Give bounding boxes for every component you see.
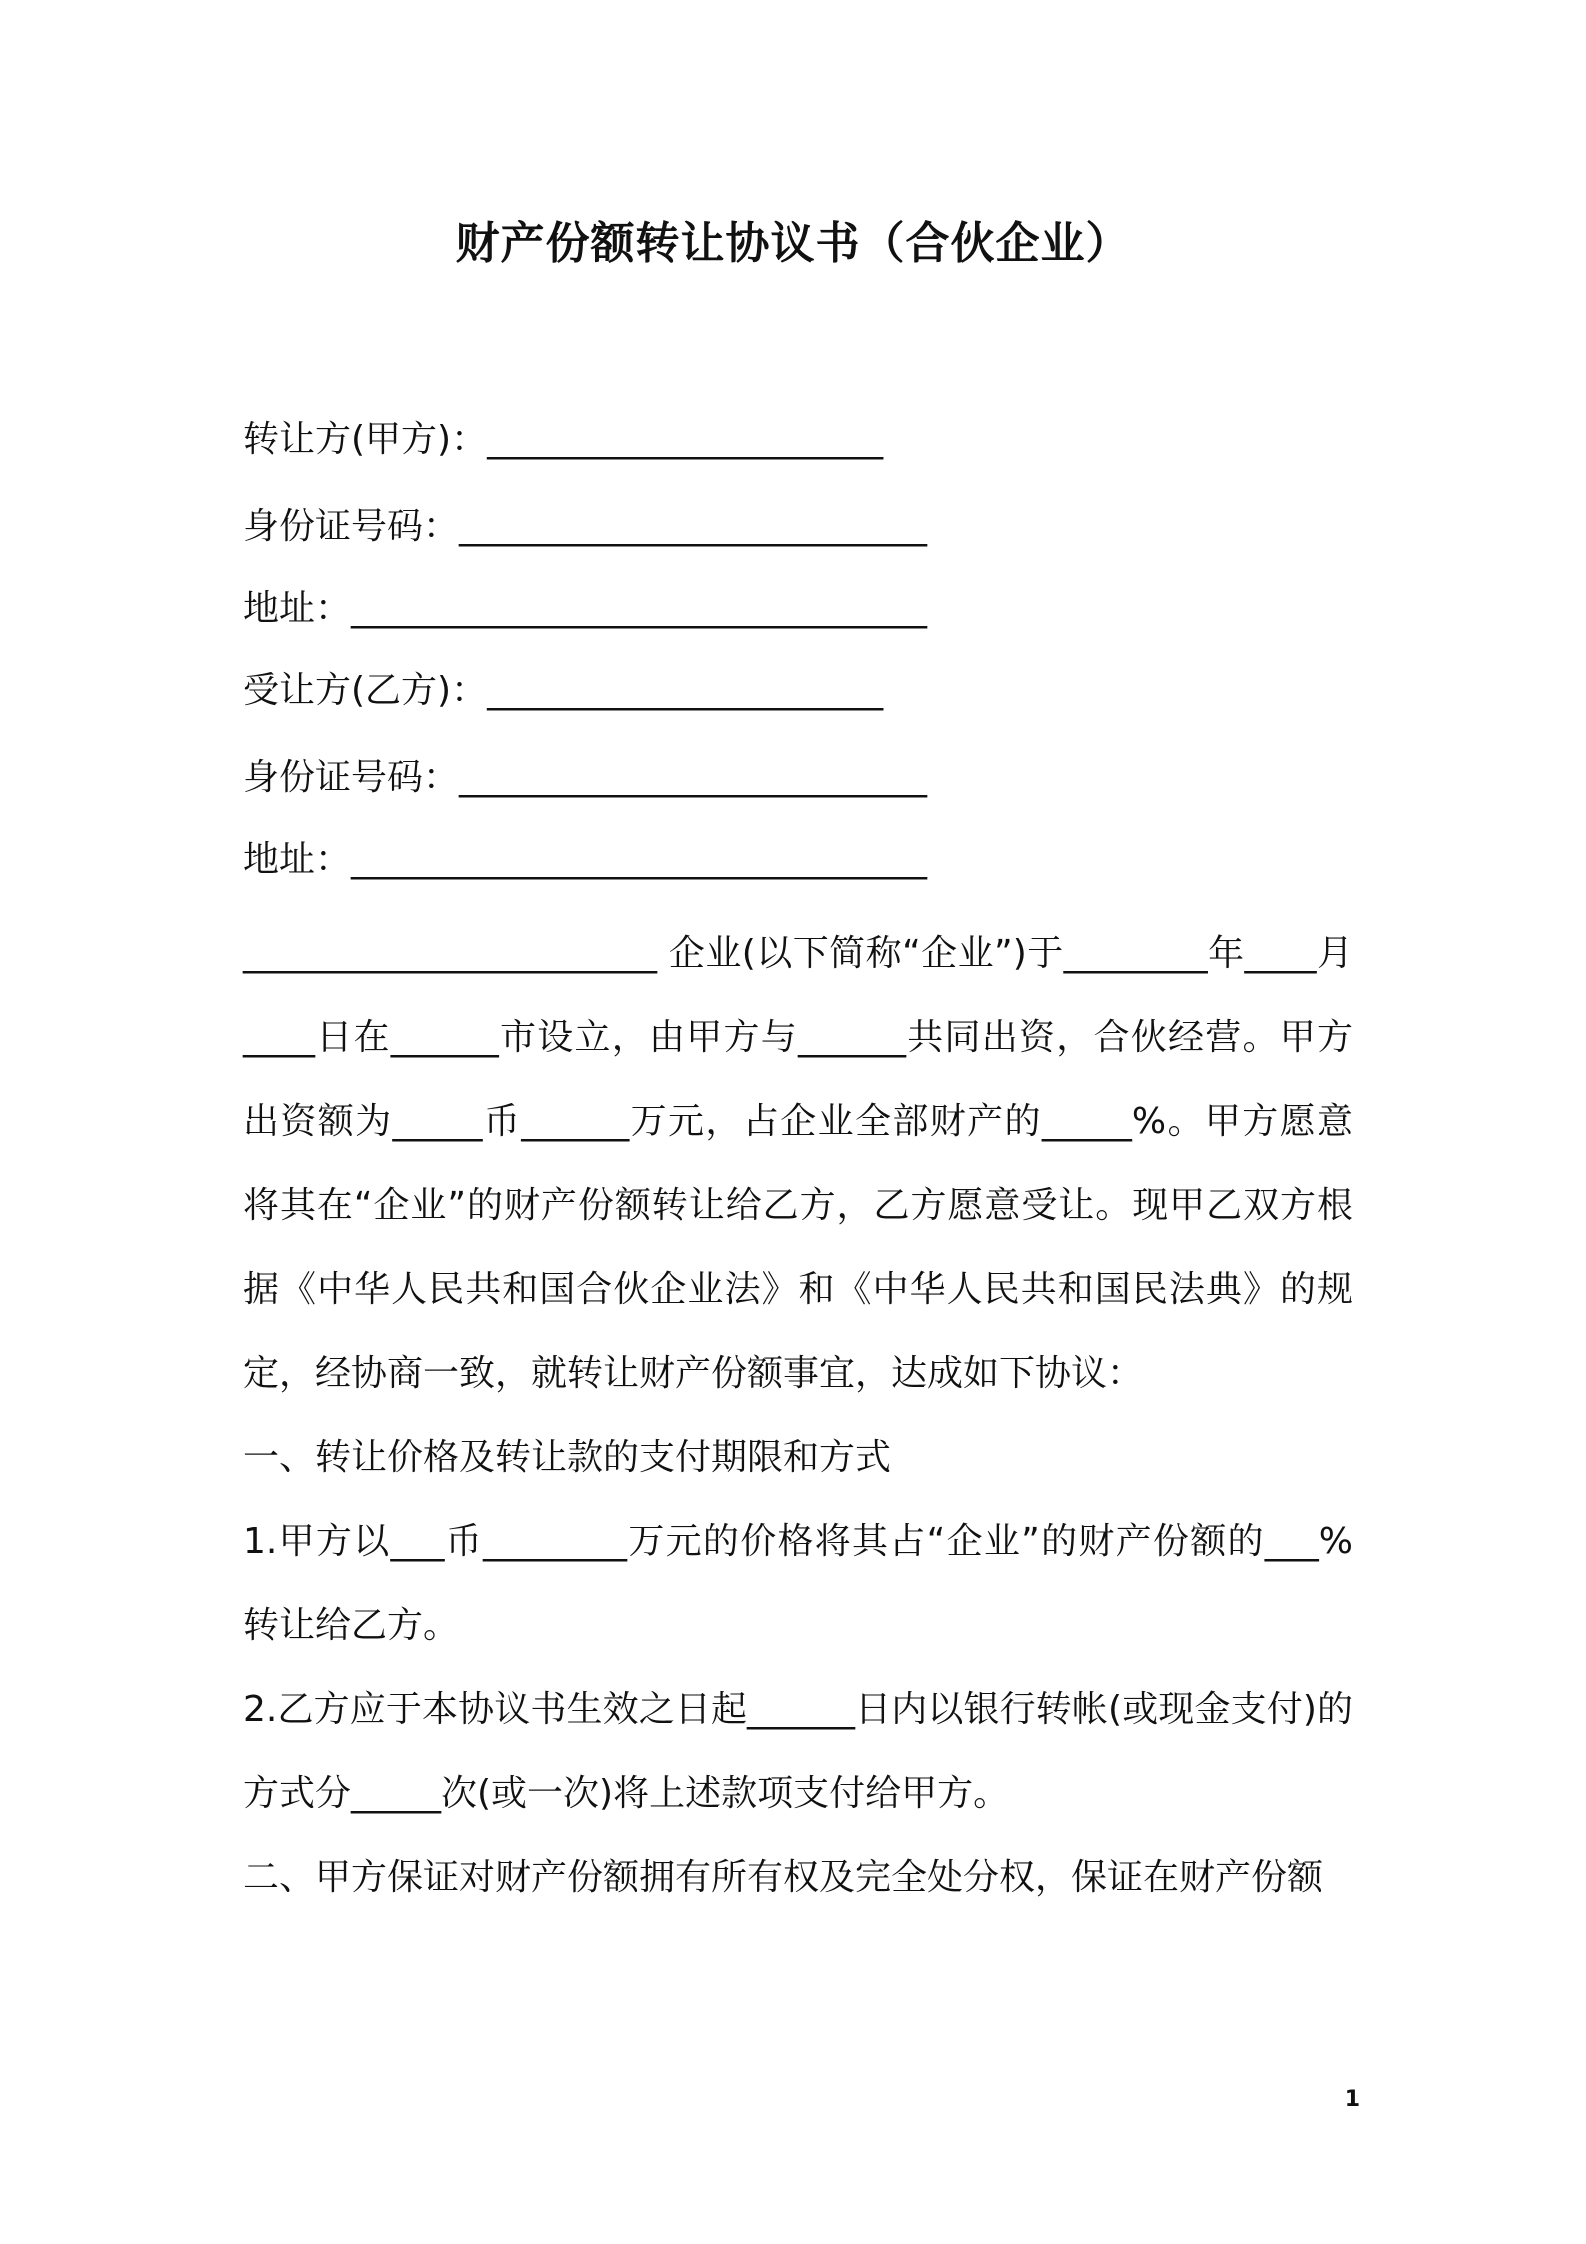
intro-paragraph: _______________________ 企业(以下简称“企业”)于________年____月____日在______市设立，由甲方与______共同出资，合伙经营。甲方出资额为_____币______万元，占企业全部财产的_____%。甲方愿意将其在“企业”的财产份额转让给乙方，乙方愿意受让。现甲乙双方根据《中华人民共和国合伙企业法》和《中华人民共和国民法典》的规定，经协商一致，就转让财产份额事宜，达成如下协议：	[243, 933, 1353, 1394]
clause-1: 1.甲方以___币________万元的价格将其占“企业”的财产份额的___%转让给乙方。	[243, 1521, 1353, 1646]
transferee-name-field: 受让方(乙方)：______________________	[243, 670, 884, 711]
section-1-heading: 一、转让价格及转让款的支付期限和方式	[243, 1437, 892, 1478]
transferor-name-field: 转让方(甲方)：______________________	[243, 419, 884, 460]
page-number: 1	[1344, 2087, 1360, 2112]
transferee-id-field: 身份证号码：__________________________	[243, 757, 928, 798]
clause-2: 2.乙方应于本协议书生效之日起______日内以银行转帐(或现金支付)的方式分_____次(或一次)将上述款项支付给甲方。	[243, 1689, 1353, 1814]
document-title: 财产份额转让协议书（合伙企业）	[455, 218, 1131, 269]
transferee-address-field: 地址：________________________________	[243, 839, 928, 880]
transferor-id-field: 身份证号码：__________________________	[243, 506, 928, 547]
section-2-heading: 二、甲方保证对财产份额拥有所有权及完全处分权，保证在财产份额	[243, 1857, 1324, 1898]
document-body	[243, 410, 1353, 1920]
transferor-address-field: 地址：________________________________	[243, 588, 928, 629]
